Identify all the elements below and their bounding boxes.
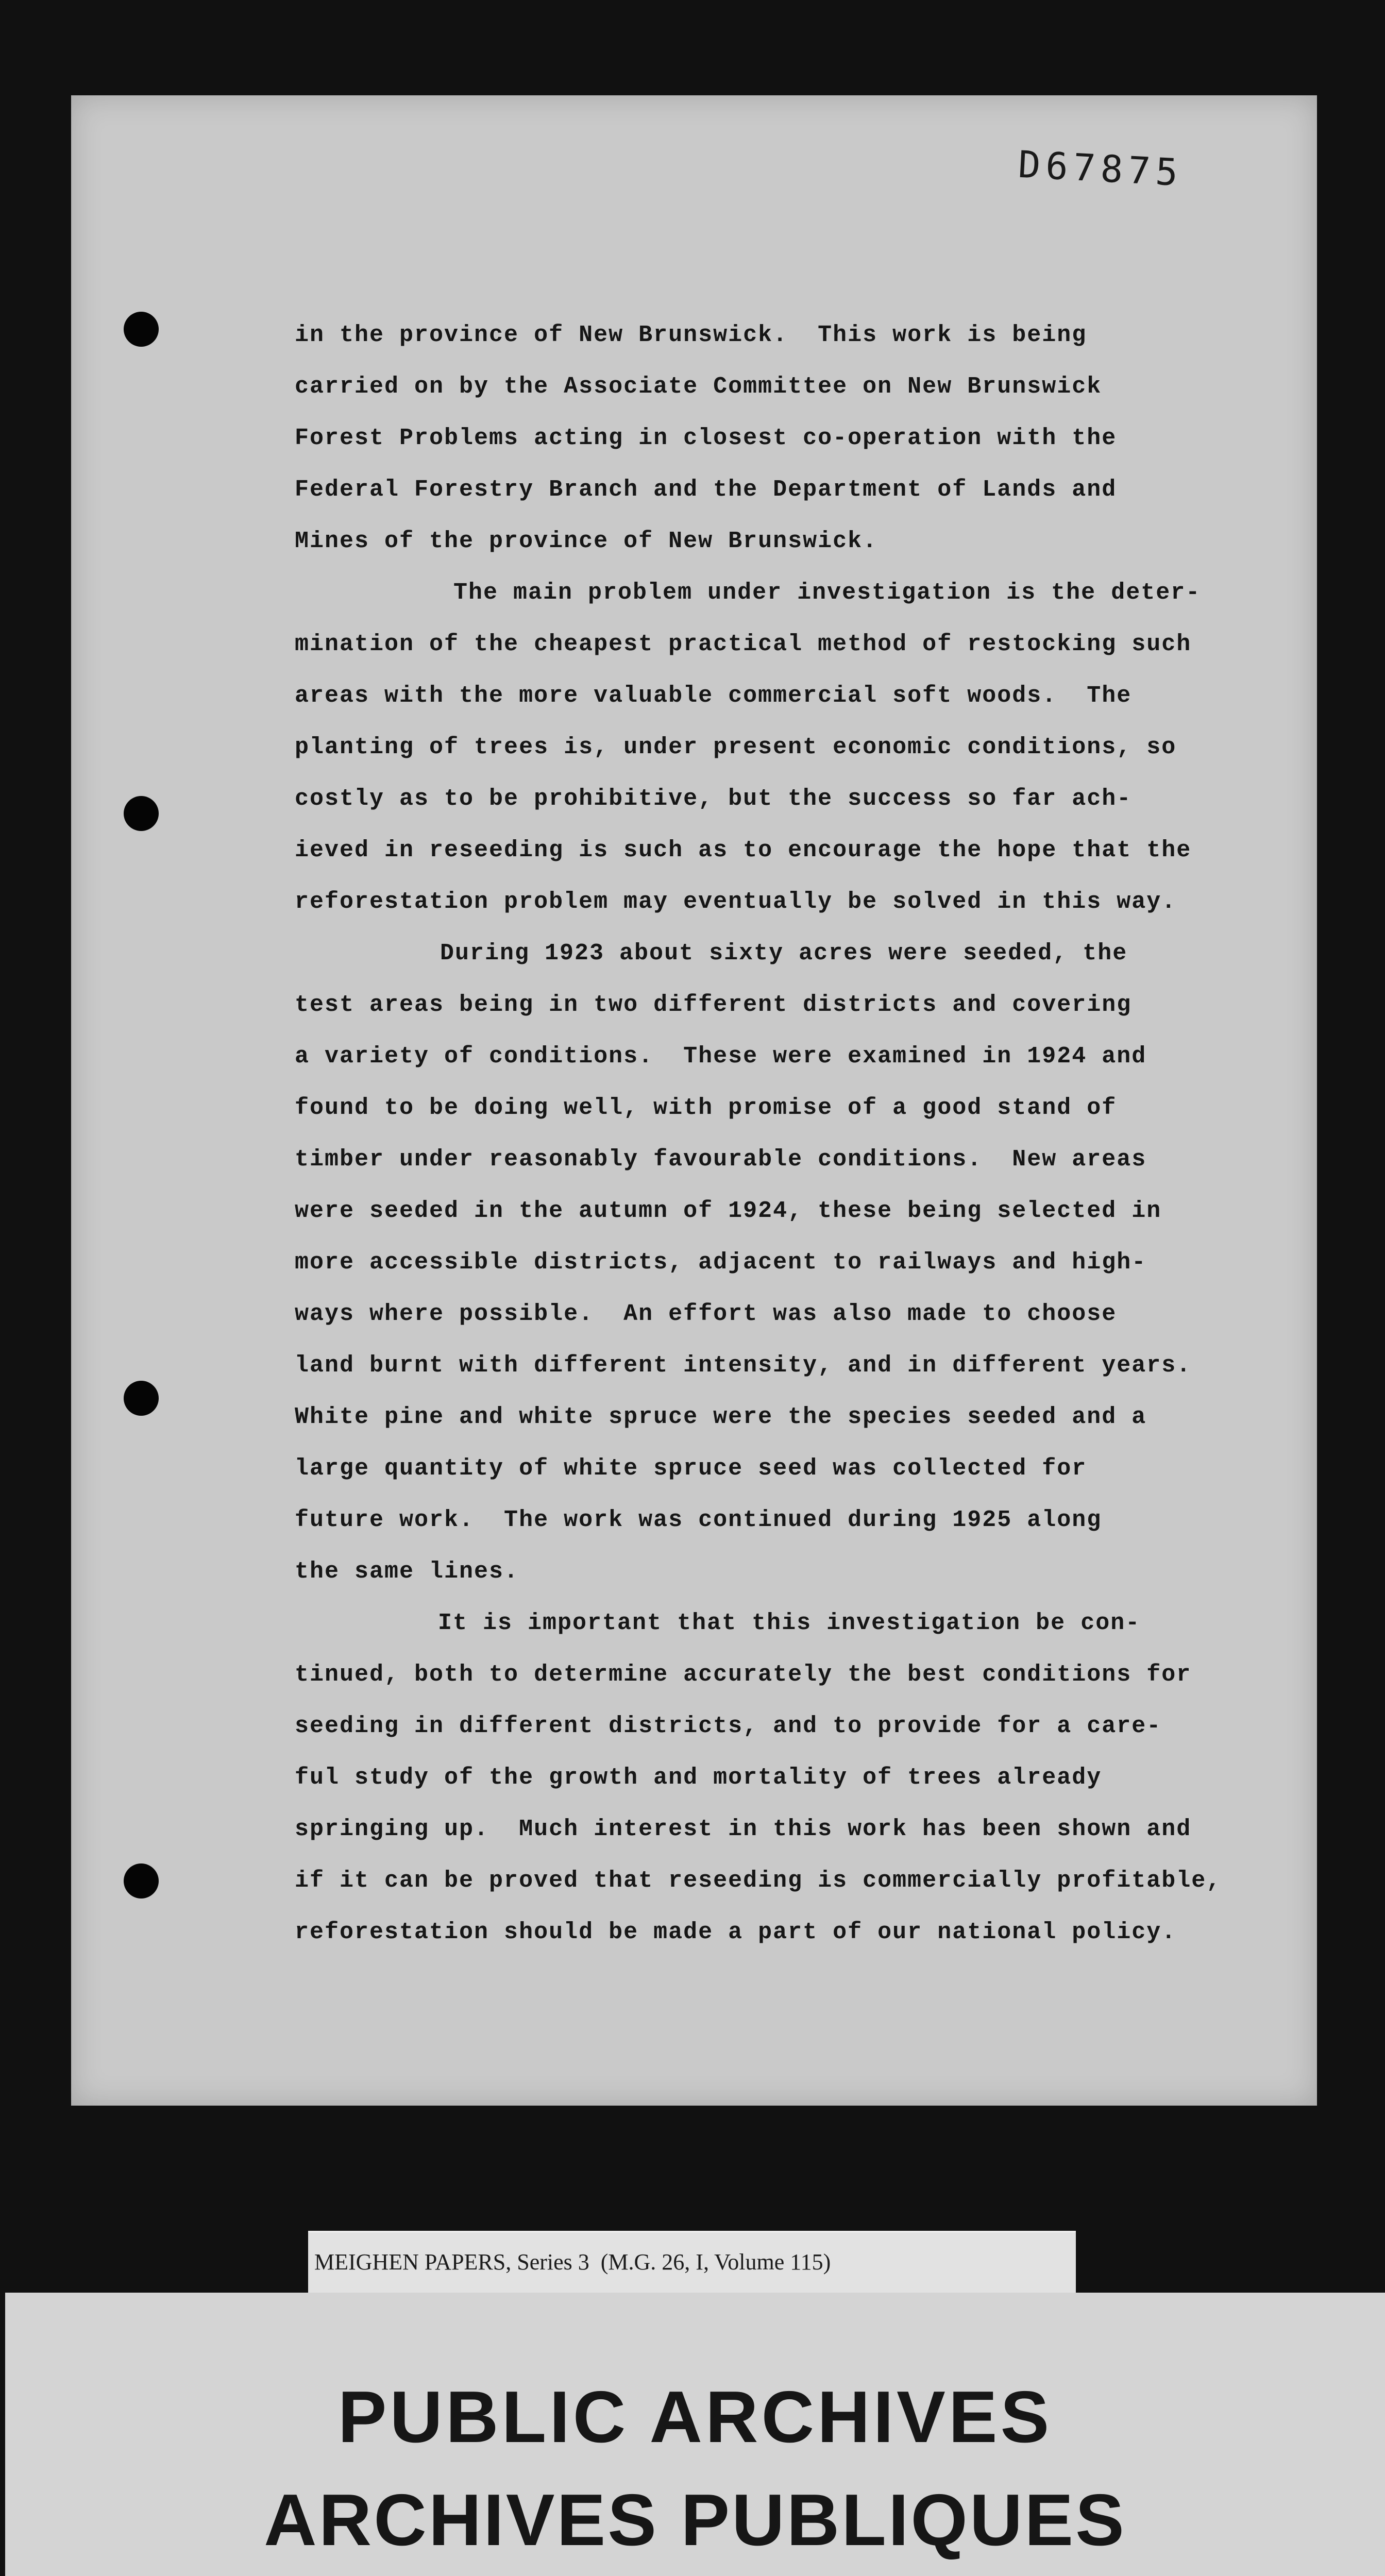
text-line: if it can be proved that reseeding is commercially profitable, xyxy=(295,1868,1222,1894)
text-line: a variety of conditions. These were examined in 1924 and xyxy=(295,1043,1147,1070)
text-line: future work. The work was continued during 1925 along xyxy=(295,1507,1102,1533)
text-line: Mines of the province of New Brunswick. xyxy=(295,528,878,554)
text-line: Forest Problems acting in closest co-operation with the xyxy=(295,425,1117,451)
text-line: land burnt with different intensity, and in different years. xyxy=(295,1352,1192,1379)
text-line: in the province of New Brunswick. This work is being xyxy=(295,322,1087,348)
text-line: found to be doing well, with promise of a good stand of xyxy=(295,1095,1117,1121)
text-line: large quantity of white spruce seed was collected for xyxy=(295,1455,1087,1482)
text-line: the same lines. xyxy=(295,1558,519,1585)
text-line: tinued, both to determine accurately the best conditions for xyxy=(295,1662,1192,1688)
text-line: seeding in different districts, and to provide for a care- xyxy=(295,1713,1162,1739)
document-number: D67875 xyxy=(1017,142,1185,195)
text-line: reforestation problem may eventually be solved in this way. xyxy=(295,889,1177,915)
archive-stamp xyxy=(5,2293,1385,2576)
text-line: Federal Forestry Branch and the Department of Lands and xyxy=(295,477,1117,503)
text-line: mination of the cheapest practical method of restocking such xyxy=(295,631,1192,657)
text-line: The main problem under investigation is the deter- xyxy=(453,580,1201,606)
document-page xyxy=(71,95,1317,2106)
text-line: springing up. Much interest in this work has been shown and xyxy=(295,1816,1192,1842)
text-line: timber under reasonably favourable conditions. New areas xyxy=(295,1146,1147,1173)
text-line: ful study of the growth and mortality of trees already xyxy=(295,1765,1102,1791)
text-line: test areas being in two different districts and covering xyxy=(295,992,1132,1018)
text-line: During 1923 about sixty acres were seeded, the xyxy=(440,940,1128,967)
stamp-line-archives-publiques: ARCHIVES PUBLIQUES xyxy=(264,2479,1126,2561)
text-line: reforestation should be made a part of our national policy. xyxy=(295,1919,1177,1945)
archive-reference-slip xyxy=(308,2231,1076,2299)
text-line: were seeded in the autumn of 1924, these being selected in xyxy=(295,1198,1162,1224)
text-line: costly as to be prohibitive, but the success so far ach- xyxy=(295,786,1132,812)
text-line: carried on by the Associate Committee on New Brunswick xyxy=(295,374,1102,400)
archive-reference-label: MEIGHEN PAPERS, Series 3 (M.G. 26, I, Volume 115) xyxy=(314,2249,831,2275)
text-line: more accessible districts, adjacent to railways and high- xyxy=(295,1249,1147,1276)
text-line: ways where possible. An effort was also made to choose xyxy=(295,1301,1117,1327)
text-line: areas with the more valuable commercial soft woods. The xyxy=(295,683,1132,709)
text-line: White pine and white spruce were the species seeded and a xyxy=(295,1404,1147,1430)
text-line: planting of trees is, under present economic conditions, so xyxy=(295,734,1177,760)
text-line: It is important that this investigation be con- xyxy=(438,1610,1141,1636)
text-line: ieved in reseeding is such as to encourage the hope that the xyxy=(295,837,1192,863)
letter-body xyxy=(71,95,1317,2106)
stamp-line-public-archives: PUBLIC ARCHIVES xyxy=(337,2376,1053,2458)
